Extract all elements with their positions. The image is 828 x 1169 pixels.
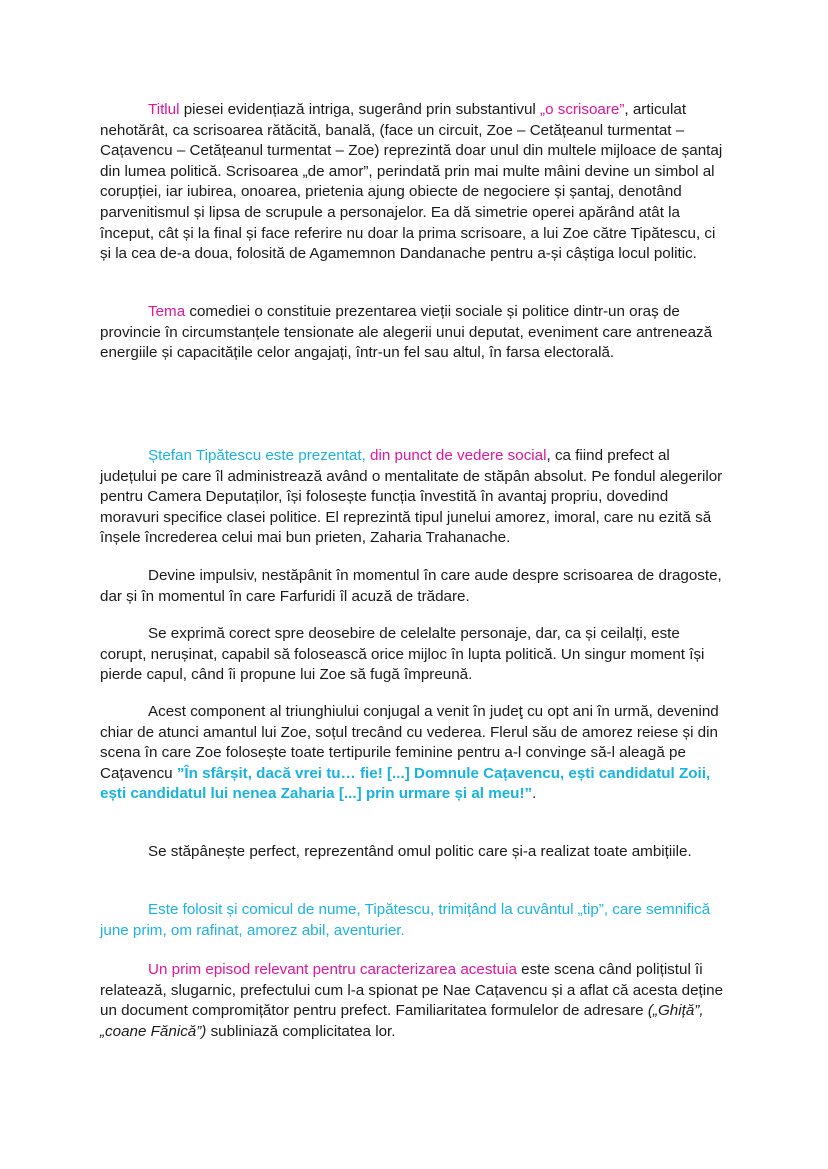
highlight-title: Titlul xyxy=(148,101,180,118)
paragraph-character-social xyxy=(100,446,726,549)
text: , ca fiind prefect al județului pe care îl administrează având o mentalitate de stăpân absolut. Pe fondul alegerilor pentru Camera Deputaților, își folosește funcția învestită în avantaj propriu, dovedind moravuri specifice clasei politice. El reprezintă tipul junelui amorez, imoral, care nu ezită să înșele încrederea celui mai bun prieten, Zaharia Trahanache. xyxy=(100,447,723,547)
text: subliniază complicitatea lor. xyxy=(206,1022,396,1040)
text: Este folosit și comicul de nume, Tipătescu, trimițând la cuvântul „tip”, care semnifică june prim, om rafinat, amorez abil, aventurier. xyxy=(100,901,711,939)
paragraph-self-control xyxy=(100,842,726,863)
highlight-episode: Un prim episod relevant pentru caracterizarea acestuia xyxy=(148,961,517,978)
highlight-quote: „o scrisoare” xyxy=(540,101,625,118)
highlight-quote: ”În sfârșit, dacă vrei tu… fie! [...] Domnule Cațavencu, ești candidatul Zoii, ești candidatul lui nenea Zaharia [...] prin urmare și al meu!” xyxy=(100,764,711,803)
paragraph-expression xyxy=(100,624,726,686)
text: Acest component al triunghiului conjugal a venit în judeţ cu opt ani în urmă, devenind chiar de atunci amantul lui Zoe, soțul trecând cu vederea. Flerul său de amorez reiese și din scena în care Zoe folosește toate tertipurile feminine pentru a-l convinge să-l aleagă pe Cațavencu xyxy=(100,703,719,782)
highlight-social: din punct de vedere social xyxy=(365,447,547,464)
paragraph-episode xyxy=(100,960,726,1042)
text: Se exprimă corect spre deosebire de celelalte personaje, dar, ca și ceilalți, este corupt, nerușinat, capabil să folosească orice mijloc în lupta politică. Un singur moment își pierde capul, când îi propune lui Zoe să fugă împreună. xyxy=(100,625,705,684)
paragraph-impulsive xyxy=(100,566,726,607)
text: . xyxy=(532,785,537,803)
text: , articulat nehotărât, ca scrisoarea rătăcită, banală, (face un circuit, Zoe – Cetățeanul turmentat – Cațavencu – Cetățeanul turmentat – Zoe) reprezintă doar unul din multele mijloace de șantaj din lumea politică. Scrisoarea „de amor”, perindată prin mai multe mâini devine un simbol al corupției, iar iubirea, onoarea, prietenia ajung obiecte de negociere și șantaj, denotând parvenitismul și lipsa de scrupule a personajelor. Ea dă simetrie operei apărând atât la început, cât și la final și face referire nu doar la prima scrisoare, a lui Zoe către Tipătescu, ci și la cea de-a doua, folosită de Agamemnon Dandanache pentru a-și câștiga locul politic. xyxy=(100,101,723,263)
paragraph-title-analysis xyxy=(100,100,726,265)
highlight-character: Ștefan Tipătescu este prezentat, xyxy=(148,447,366,464)
text: Devine impulsiv, nestăpânit în momentul în care aude despre scrisoarea de dragoste, dar și în momentul în care Farfuridi îl acuză de trădare. xyxy=(100,567,722,605)
italic-quote: („Ghiță”, „coane Fănică”) xyxy=(100,1002,704,1040)
text: Se stăpânește perfect, reprezentând omul politic care și-a realizat toate ambițiile. xyxy=(148,843,692,860)
paragraph-theme xyxy=(100,302,726,364)
highlight-theme: Tema xyxy=(148,303,186,320)
paragraph-triangle xyxy=(100,702,726,805)
paragraph-name-comic xyxy=(100,900,726,941)
text: piesei evidențiază intriga, sugerând prin substantivul xyxy=(179,101,541,118)
text: este scena când polițistul îi relatează, slugarnic, prefectului cum l-a spionat pe Nae Cațavencu și a aflat că acesta deține un document compromițător pentru prefect. Familiaritatea formulelor de adresare xyxy=(100,961,724,1020)
text: comediei o constituie prezentarea vieții sociale și politice dintr-un oraș de provincie în circumstanțele tensionate ale alegerii unui deputat, eveniment care antrenează energiile și capacitățile celor angajați, într-un fel sau altul, în farsa electorală. xyxy=(100,303,713,362)
